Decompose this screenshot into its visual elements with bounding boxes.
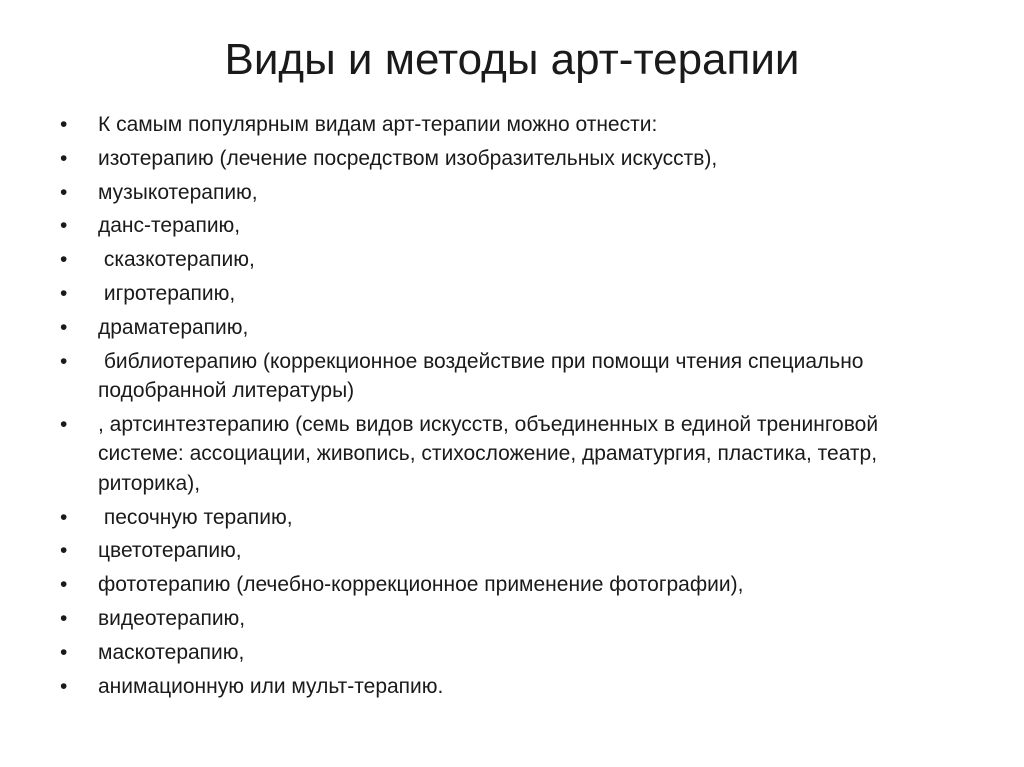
bullet-text: драматерапию, <box>98 315 249 339</box>
bullet-dot: • <box>60 640 68 664</box>
bullet-text: игротерапию, <box>98 281 236 305</box>
bullet-item <box>60 144 960 174</box>
bullet-text: фототерапию (лечебно-коррекционное применение фотографии), <box>98 573 744 597</box>
bullet-dot: • <box>60 674 68 698</box>
bullet-text: песочную терапию, <box>98 505 293 529</box>
bullet-dot: • <box>60 180 68 204</box>
bullet-item <box>60 536 960 566</box>
bullet-dot: • <box>60 214 68 238</box>
bullet-item <box>60 110 960 140</box>
bullet-dot: • <box>60 349 68 373</box>
bullet-text: данс-терапию, <box>98 214 241 238</box>
bullet-dot: • <box>60 248 68 272</box>
bullet-item <box>60 279 960 309</box>
bullet-item <box>60 410 960 499</box>
bullet-dot: • <box>60 539 68 563</box>
bullet-text: К самым популярным видам арт-терапии можно отнести: <box>98 113 658 136</box>
bullet-item <box>60 503 960 533</box>
bullet-item <box>60 638 960 668</box>
bullet-item <box>60 604 960 634</box>
bullet-text: маскотерапию, <box>98 640 245 664</box>
slide-title: Виды и методы арт-терапии <box>224 35 800 84</box>
bullet-item <box>60 672 960 702</box>
bullet-dot: • <box>60 113 68 136</box>
bullet-item <box>60 245 960 275</box>
bullet-text: цветотерапию, <box>98 539 242 563</box>
bullet-text: изотерапию (лечение посредством изобразительных искусств), <box>98 146 718 170</box>
bullet-text: анимационную или мульт-терапию. <box>98 674 444 698</box>
bullet-dot: • <box>60 505 68 529</box>
bullet-item <box>60 570 960 600</box>
bullet-dot: • <box>60 607 68 631</box>
bullet-item <box>60 313 960 343</box>
bullet-text: видеотерапию, <box>98 607 246 631</box>
bullet-dot: • <box>60 281 68 305</box>
bullet-item <box>60 178 960 208</box>
bullet-dot: • <box>60 315 68 339</box>
bullet-text: , артсинтезтерапию (семь видов искусств, объединенных в единой тренинговой системе: ассоциации, живопись, стихосложение, драматургия, пластика, театр, риторика), <box>98 412 884 495</box>
bullet-item <box>60 211 960 241</box>
bullet-item <box>60 347 960 406</box>
bullet-dot: • <box>60 573 68 597</box>
bullet-dot: • <box>60 146 68 170</box>
bullet-dot: • <box>60 412 68 436</box>
bullet-list <box>60 110 960 705</box>
bullet-text: библиотерапию (коррекционное воздействие при помощи чтения специально подобранной литературы) <box>98 349 870 403</box>
bullet-text: музыкотерапию, <box>98 180 258 204</box>
bullet-text: сказкотерапию, <box>98 248 255 272</box>
